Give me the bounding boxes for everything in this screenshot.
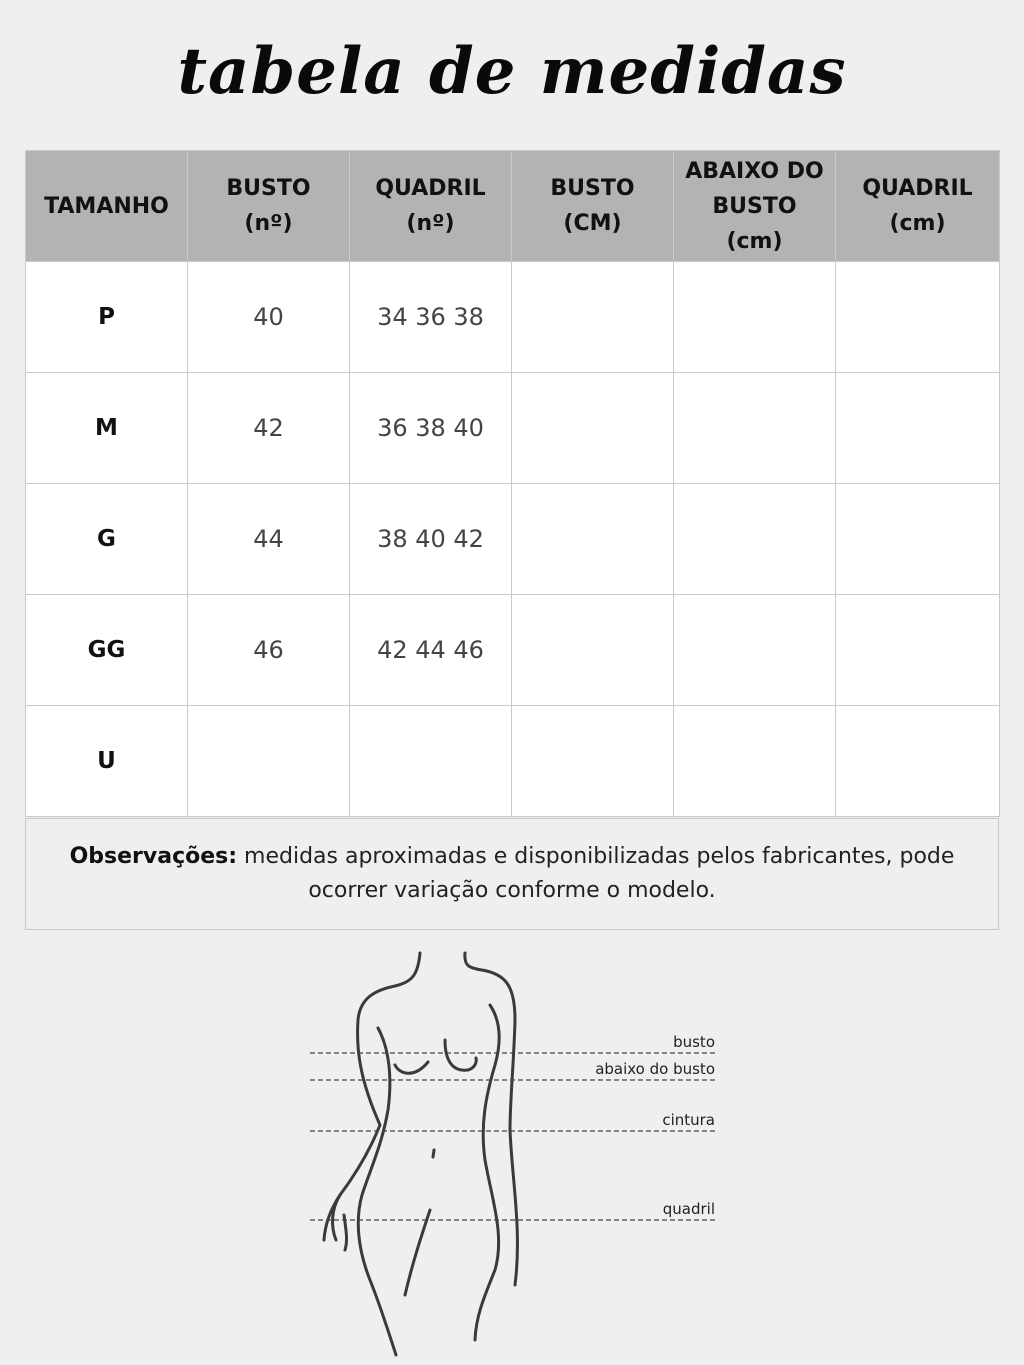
bust-number-cell: 46 [188,595,350,706]
header-quadril-n: QUADRIL (nº) [350,151,512,262]
bust-number-cell [188,706,350,817]
bust-cm-cell [512,262,674,373]
bust-number-cell: 42 [188,373,350,484]
hip-number-cell: 42 44 46 [350,595,512,706]
bust-cm-cell [512,373,674,484]
size-cell: GG [26,595,188,706]
underbust-cm-cell [674,595,836,706]
hip-cm-cell [836,706,1000,817]
hip-line-label: quadril [662,1200,715,1218]
header-busto-cm: BUSTO (CM) [512,151,674,262]
body-outline-icon [300,950,730,1360]
bust-cm-cell [512,706,674,817]
hip-number-cell [350,706,512,817]
underbust-cm-cell [674,262,836,373]
header-quadril-cm: QUADRIL (cm) [836,151,1000,262]
table-row [26,484,1000,595]
size-table [25,150,1000,817]
page-title: tabela de medidas [177,34,847,109]
hip-cm-cell [836,484,1000,595]
table-row [26,373,1000,484]
underbust-line-label: abaixo do busto [595,1060,715,1078]
hip-cm-cell [836,595,1000,706]
bust-cm-cell [512,484,674,595]
observations-text: medidas aproximadas e disponibilizadas pelos fabricantes, pode ocorrer variação conforme o modelo. [237,844,955,903]
table-row [26,262,1000,373]
underbust-cm-cell [674,484,836,595]
header-abaixo-do-busto-cm: ABAIXO DO BUSTO (cm) [674,151,836,262]
size-cell: P [26,262,188,373]
bust-number-cell: 44 [188,484,350,595]
hip-number-cell: 38 40 42 [350,484,512,595]
underbust-cm-cell [674,373,836,484]
size-cell: G [26,484,188,595]
observations-label: Observações: [69,844,238,869]
size-cell: U [26,706,188,817]
table-row [26,595,1000,706]
underbust-cm-cell [674,706,836,817]
header-busto-n: BUSTO (nº) [188,151,350,262]
body-measurement-figure [300,950,730,1360]
waist-line-label: cintura [662,1111,715,1129]
hip-number-cell: 36 38 40 [350,373,512,484]
table-row [26,706,1000,817]
size-cell: M [26,373,188,484]
hip-cm-cell [836,262,1000,373]
bust-line-label: busto [673,1033,715,1051]
hip-number-cell: 34 36 38 [350,262,512,373]
hip-cm-cell [836,373,1000,484]
bust-number-cell: 40 [188,262,350,373]
header-tamanho: TAMANHO [26,151,188,262]
table-header-row [26,151,1000,262]
bust-cm-cell [512,595,674,706]
observations-note [25,818,999,930]
